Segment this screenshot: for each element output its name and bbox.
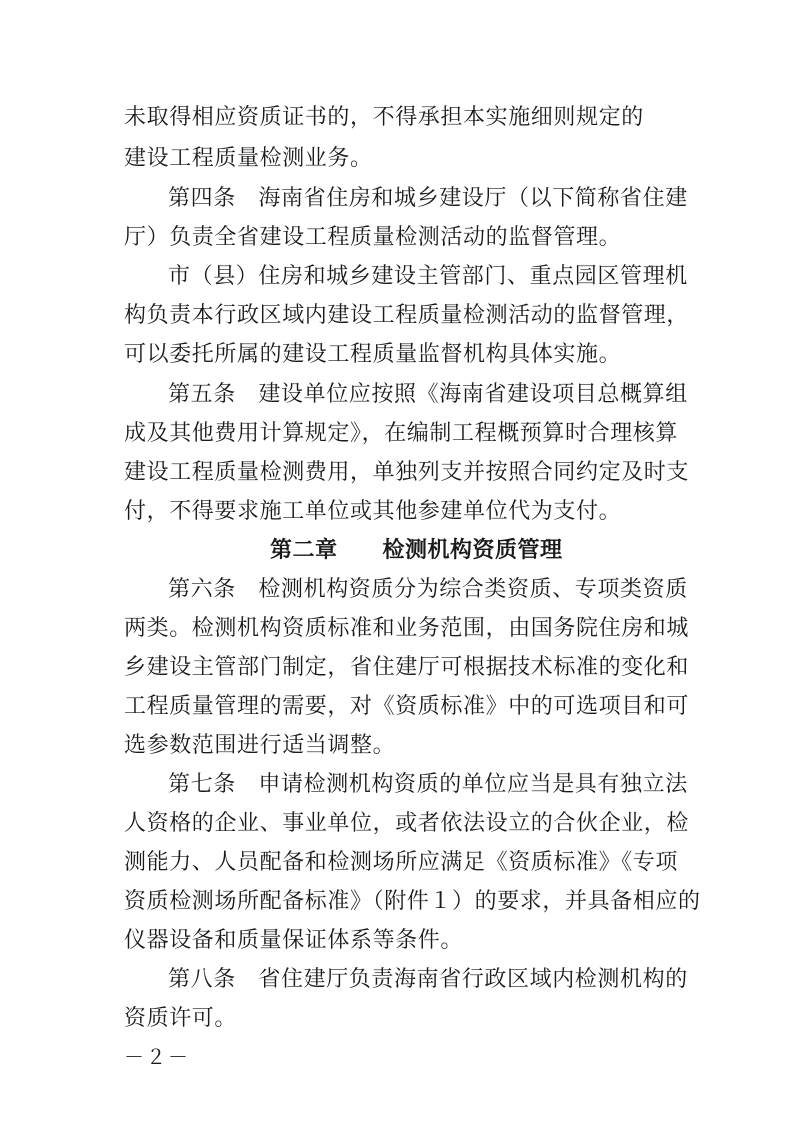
paragraph-line: 市（县）住房和城乡建设主管部门、重点园区管理机 bbox=[168, 264, 688, 289]
chapter-heading: 第二章 检测机构资质管理 bbox=[270, 538, 563, 563]
body-line: 构负责本行政区域内建设工程质量检测活动的监督管理， bbox=[124, 303, 690, 328]
body-line: 建设工程质量检测业务。 bbox=[124, 146, 373, 171]
article-8-line: 第八条 省住建厅负责海南省行政区域内检测机构的 bbox=[168, 967, 688, 992]
body-line: 工程质量管理的需要，对《资质标准》中的可选项目和可 bbox=[124, 694, 690, 719]
body-line: 付，不得要求施工单位或其他参建单位代为支付。 bbox=[124, 499, 622, 524]
body-line: 乡建设主管部门制定，省住建厅可根据技术标准的变化和 bbox=[124, 655, 690, 680]
article-5-line: 第五条 建设单位应按照《海南省建设项目总概算组 bbox=[168, 382, 688, 407]
body-line: 资质许可。 bbox=[124, 1006, 238, 1031]
body-line: 可以委托所属的建设工程质量监督机构具体实施。 bbox=[124, 342, 622, 367]
body-line: 成及其他费用计算规定》，在编制工程概预算时合理核算 bbox=[124, 421, 679, 446]
body-line: 建设工程质量检测费用，单独列支并按照合同约定及时支 bbox=[124, 460, 690, 485]
body-line: 仪器设备和质量保证体系等条件。 bbox=[124, 928, 464, 953]
body-line: 测能力、人员配备和检测场所应满足《资质标准》《专项 bbox=[124, 850, 679, 875]
body-line: 资质检测场所配备标准》（附件１）的要求，并具备相应的 bbox=[124, 889, 701, 914]
body-line: 未取得相应资质证书的，不得承担本实施细则规定的 bbox=[124, 105, 644, 130]
page-number: －２－ bbox=[124, 1045, 190, 1069]
body-line: 厅）负责全省建设工程质量检测活动的监督管理。 bbox=[124, 225, 622, 250]
article-4-line: 第四条 海南省住房和城乡建设厅（以下简称省住建 bbox=[168, 186, 688, 211]
article-6-line: 第六条 检测机构资质分为综合类资质、专项类资质 bbox=[168, 577, 688, 602]
body-line: 两类。检测机构资质标准和业务范围，由国务院住房和城 bbox=[124, 616, 690, 641]
body-line: 选参数范围进行适当调整。 bbox=[124, 733, 396, 758]
body-line: 人资格的企业、事业单位，或者依法设立的合伙企业，检 bbox=[124, 811, 690, 836]
article-7-line: 第七条 申请检测机构资质的单位应当是具有独立法 bbox=[168, 772, 688, 797]
